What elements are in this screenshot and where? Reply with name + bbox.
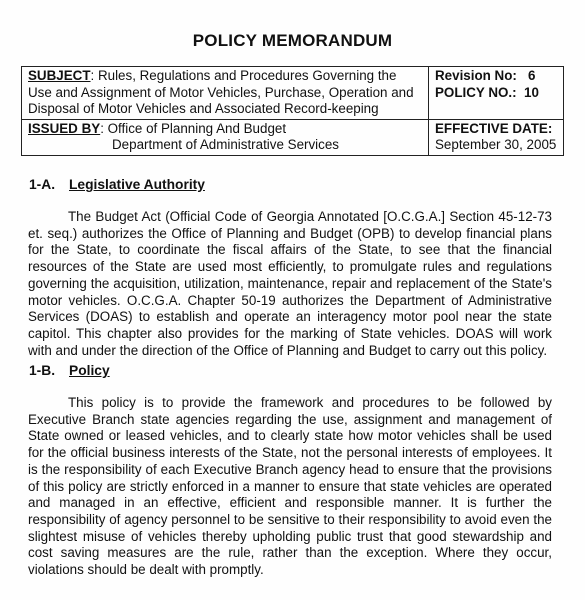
paragraph-text: This policy is to provide the framework and procedures to be followed by Executive Branch state agencies regarding the use, assignment and management of State owned or leased vehicles, and to clearly state how motor vehicles shall be used for the official business interests of the State, not the personal interests of employees. It is the responsibility of each Executive Branch agency head to ensure that the provisions of this policy are strictly enforced in a manner to ensure that state vehicles are operated and managed in an effective, efficient and responsible manner. It is further the responsibility of agency personnel to be sensitive to their responsibility to avoid even the slightest misuse of vehicles thereby upholding public trust that good stewardship and cost saving measures are the rule, rather than the exception. Where they occur, violations should be dealt with promptly. xyxy=(28,395,552,578)
section-number: 1-B. xyxy=(29,363,56,378)
issued-by-line2: Department of Administrative Services xyxy=(112,137,339,152)
section-number: 1-A. xyxy=(29,177,56,192)
policy-label: POLICY NO.: xyxy=(435,84,517,100)
subject-text: : Rules, Regulations and Procedures Governing the Use and Assignment of Motor Vehicles, Purchase, Operation and Disposal of Motor Vehicles and Associated Record-keeping xyxy=(28,68,414,116)
subject-cell xyxy=(22,67,429,120)
section-heading-1b xyxy=(29,363,110,378)
issued-by-cell xyxy=(22,119,429,155)
issued-by-label: ISSUED BY xyxy=(28,120,101,136)
section-body-1b xyxy=(28,395,552,579)
policy-value: 10 xyxy=(524,84,539,100)
revision-value: 6 xyxy=(528,68,536,83)
subject-label: SUBJECT xyxy=(28,68,91,83)
revision-label: Revision No: xyxy=(435,68,517,83)
effective-date-label: EFFECTIVE DATE: xyxy=(435,120,553,136)
effective-date-value: September 30, 2005 xyxy=(435,137,557,152)
section-title: Legislative Authority xyxy=(69,177,205,192)
issued-by-line1: : Office of Planning And Budget xyxy=(100,120,287,136)
section-heading-1a xyxy=(29,177,205,192)
document-title: POLICY MEMORANDUM xyxy=(192,31,393,50)
revision-cell xyxy=(429,67,564,120)
paragraph-text: The Budget Act (Official Code of Georgia Annotated [O.C.G.A.] Section 45-12-73 et. seq.) authorizes the Office of Planning and Budget (OPB) to develop financial plans for the State, to coordinate the fiscal affairs of the State, to see that the financial resources of the State are used most efficiently, to promulgate rules and regulations governing the acquisition, utilization, maintenance, repair and replacement of the State's motor vehicles. O.C.G.A. Chapter 50-19 authorizes the Department of Administrative Services (DOAS) to establish and operate an interagency motor pool near the state capitol. This chapter also provides for the marking of State vehicles. DOAS will work with and under the direction of the Office of Planning and Budget to carry out this policy. xyxy=(28,209,552,358)
section-title: Policy xyxy=(69,363,110,378)
section-body-1a xyxy=(28,209,552,359)
memo-header-table xyxy=(21,66,564,156)
effective-date-cell xyxy=(429,119,564,155)
